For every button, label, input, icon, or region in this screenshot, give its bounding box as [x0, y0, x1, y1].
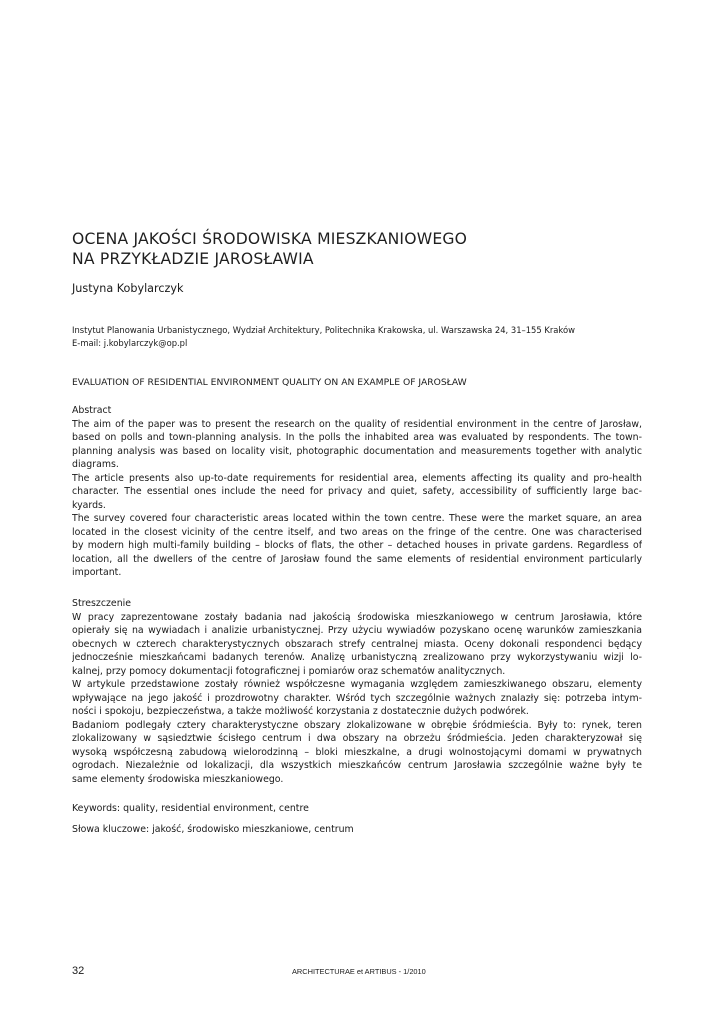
streszczenie-line: Badaniom podlegały cztery charakterystyczne obszary zlokalizowane w obrębie śródmieścia. Były to: rynek, teren	[72, 719, 642, 731]
journal-name: ARCHITECTURAE et ARTIBUS - 1/2010	[292, 967, 426, 976]
streszczenie-line: W pracy zaprezentowane zostały badania nad jakością środowiska mieszkaniowego w centrum Jarosławia, które	[72, 611, 642, 623]
abstract-line: planning analysis was based on locality visit, photographic documentation and measurements together with analytic	[72, 445, 642, 457]
abstract-line: The article presents also up-to-date requirements for residential area, elements affecting its quality and pro-health	[72, 472, 642, 484]
article-title-line-2: NA PRZYKŁADZIE JAROSŁAWIA	[72, 250, 314, 268]
streszczenie-line: wpływające na jego jakość i prozdrowotny charakter. Wśród tych szczególnie ważnych znalazły się: potrzeba intym-	[72, 692, 642, 704]
streszczenie-line: opierały się na wywiadach i analizie urbanistycznej. Przy użyciu wywiadów pozyskano ocenę warunków zamieszkania	[72, 625, 642, 636]
abstract-line: character. The essential ones include the need for privacy and quiet, safety, accessibility of sufficiently large bac-	[72, 486, 642, 497]
abstract-line: by modern high multi-family building – blocks of flats, the other – detached houses in private gardens. Regardless of	[72, 540, 642, 551]
abstract-line: The aim of the paper was to present the research on the quality of residential environment in the centre of Jarosław,	[72, 418, 642, 430]
page-number: 32	[72, 965, 85, 977]
affiliation-institute: Instytut Planowania Urbanistycznego, Wydział Architektury, Politechnika Krakowska, ul. Warszawska 24, 31–155 Kraków	[72, 325, 575, 335]
abstract-section	[72, 404, 642, 580]
abstract-line: location, all the dwellers of the centre of Jarosław found the same elements of residential environment particularly	[72, 553, 642, 565]
author-name: Justyna Kobylarczyk	[72, 282, 184, 295]
abstract-line: located in the closest vicinity of the centre itself, and two areas on the fringe of the centre. One was characterised	[72, 526, 642, 538]
streszczenie-heading: Streszczenie	[72, 598, 132, 609]
article-title	[72, 229, 672, 269]
abstract-heading: Abstract	[72, 405, 112, 416]
affiliation-email: E-mail: j.kobylarczyk@op.pl	[72, 337, 188, 348]
streszczenie-line: jednocześnie mieszkańcami badanych terenów. Analizę urbanistyczną zrealizowano przy wykorzystywaniu wizji lo-	[72, 652, 642, 663]
keywords-english: Keywords: quality, residential environment, centre	[72, 803, 309, 814]
streszczenie-line: W artykule przedstawione zostały również współczesne wymagania względem zamieszkiwanego obszaru, elementy	[72, 679, 642, 690]
streszczenie-line: same elementy środowiska mieszkaniowego.	[72, 773, 284, 785]
streszczenie-section	[72, 597, 642, 786]
streszczenie-line: zlokalizowany w sąsiedztwie ścisłego centrum i dwa obszary na obrzeżu śródmieścia. Jeden charakteryzował się	[72, 733, 642, 744]
affiliation	[72, 324, 575, 349]
abstract-line: based on polls and town-planning analysis. In the polls the inhabited area was evaluated by respondents. The town-	[72, 432, 642, 443]
streszczenie-line: ogrodach. Niezależnie od lokalizacji, dla wszystkich mieszkańców centrum Jarosławia szczególnie ważne były te	[72, 760, 642, 771]
abstract-line: kyards.	[72, 499, 106, 511]
streszczenie-line: obecnych w czterech charakterystycznych obszarach strefy centralnej miasta. Oceny dokonali respondenci będący	[72, 638, 642, 650]
streszczenie-line: ności i spokoju, bezpieczeństwa, a także możliwość korzystania z dostatecznie dużych podwórek.	[72, 706, 529, 717]
streszczenie-line: kalnej, przy pomocy dokumentacji fotograficznej i pomiarów oraz schematów analitycznych.	[72, 665, 506, 677]
keywords-polish: Słowa kluczowe: jakość, środowisko mieszkaniowe, centrum	[72, 824, 354, 835]
english-title: EVALUATION OF RESIDENTIAL ENVIRONMENT QUALITY ON AN EXAMPLE OF JAROSŁAW	[72, 377, 467, 388]
abstract-line: important.	[72, 567, 122, 578]
streszczenie-line: wysoką współczesną zabudową wielorodzinną – bloki mieszkalne, a drugi wolnostojącymi domami w prywatnych	[72, 746, 642, 758]
article-title-line-1: OCENA JAKOŚCI ŚRODOWISKA MIESZKANIOWEGO	[72, 230, 468, 248]
abstract-line: diagrams.	[72, 459, 119, 470]
abstract-line: The survey covered four characteristic areas located within the town centre. These were the market square, an area	[72, 513, 642, 524]
